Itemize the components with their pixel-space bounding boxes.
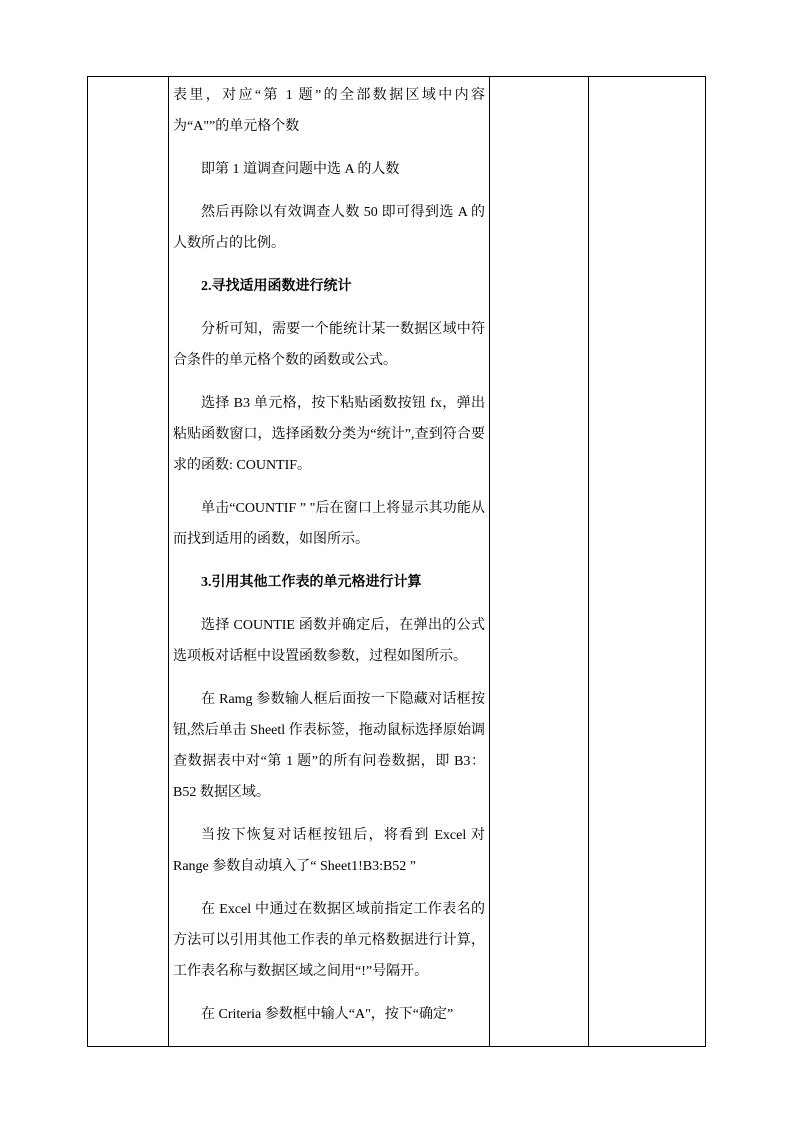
paragraph: 单击“COUNTIF ” "后在窗口上将显示其功能从而找到适用的函数，如图所示。 bbox=[173, 501, 485, 547]
paragraph: 即第 1 道调查问题中选 A 的人数 bbox=[201, 162, 400, 177]
paragraph: 在 Ramg 参数输人框后面按一下隐藏对话框按钮,然后单击 Sheetl 作表标签，拖动鼠标选择原始调查数据表中对“第 1 题”的所有问卷数据，即 B3：B52 数据区域。 bbox=[173, 692, 485, 800]
column-divider bbox=[168, 77, 169, 1046]
column-divider bbox=[588, 77, 589, 1046]
section-heading: 3.引用其他工作表的单元格进行计算 bbox=[201, 575, 422, 590]
section-heading: 2.寻找适用函数进行统计 bbox=[201, 279, 352, 294]
paragraph: 选择 B3 单元格，按下粘贴函数按钮 fx，弹出粘贴函数窗口，选择函数分类为“统计”,查到符合要求的函数: COUNTIF。 bbox=[173, 396, 485, 473]
column-divider bbox=[489, 77, 490, 1046]
paragraph: 分析可知，需要一个能统计某一数据区域中符合条件的单元格个数的函数或公式。 bbox=[173, 322, 485, 368]
paragraph: 选择 COUNTIE 函数并确定后，在弹出的公式选项板对话框中设置函数参数，过程如图所示。 bbox=[173, 618, 485, 664]
paragraph: 表里，对应“第 1 题”的全部数据区域中内容为“A"”的单元格个数 bbox=[173, 88, 485, 134]
paragraph: 在 Criteria 参数框中输人“A"，按下“确定” bbox=[201, 1007, 454, 1022]
paragraph: 然后再除以有效调查人数 50 即可得到选 A 的人数所占的比例。 bbox=[173, 205, 485, 251]
paragraph: 当按下恢复对话框按钮后，将看到 Excel 对 Range 参数自动填入了“ Sheet1!B3:B52 ” bbox=[173, 828, 485, 874]
lesson-content-cell bbox=[173, 80, 485, 1042]
paragraph: 在 Excel 中通过在数据区域前指定工作表名的方法可以引用其他工作表的单元格数据进行计算，工作表名称与数据区域之间用“!”号隔开。 bbox=[173, 902, 485, 979]
